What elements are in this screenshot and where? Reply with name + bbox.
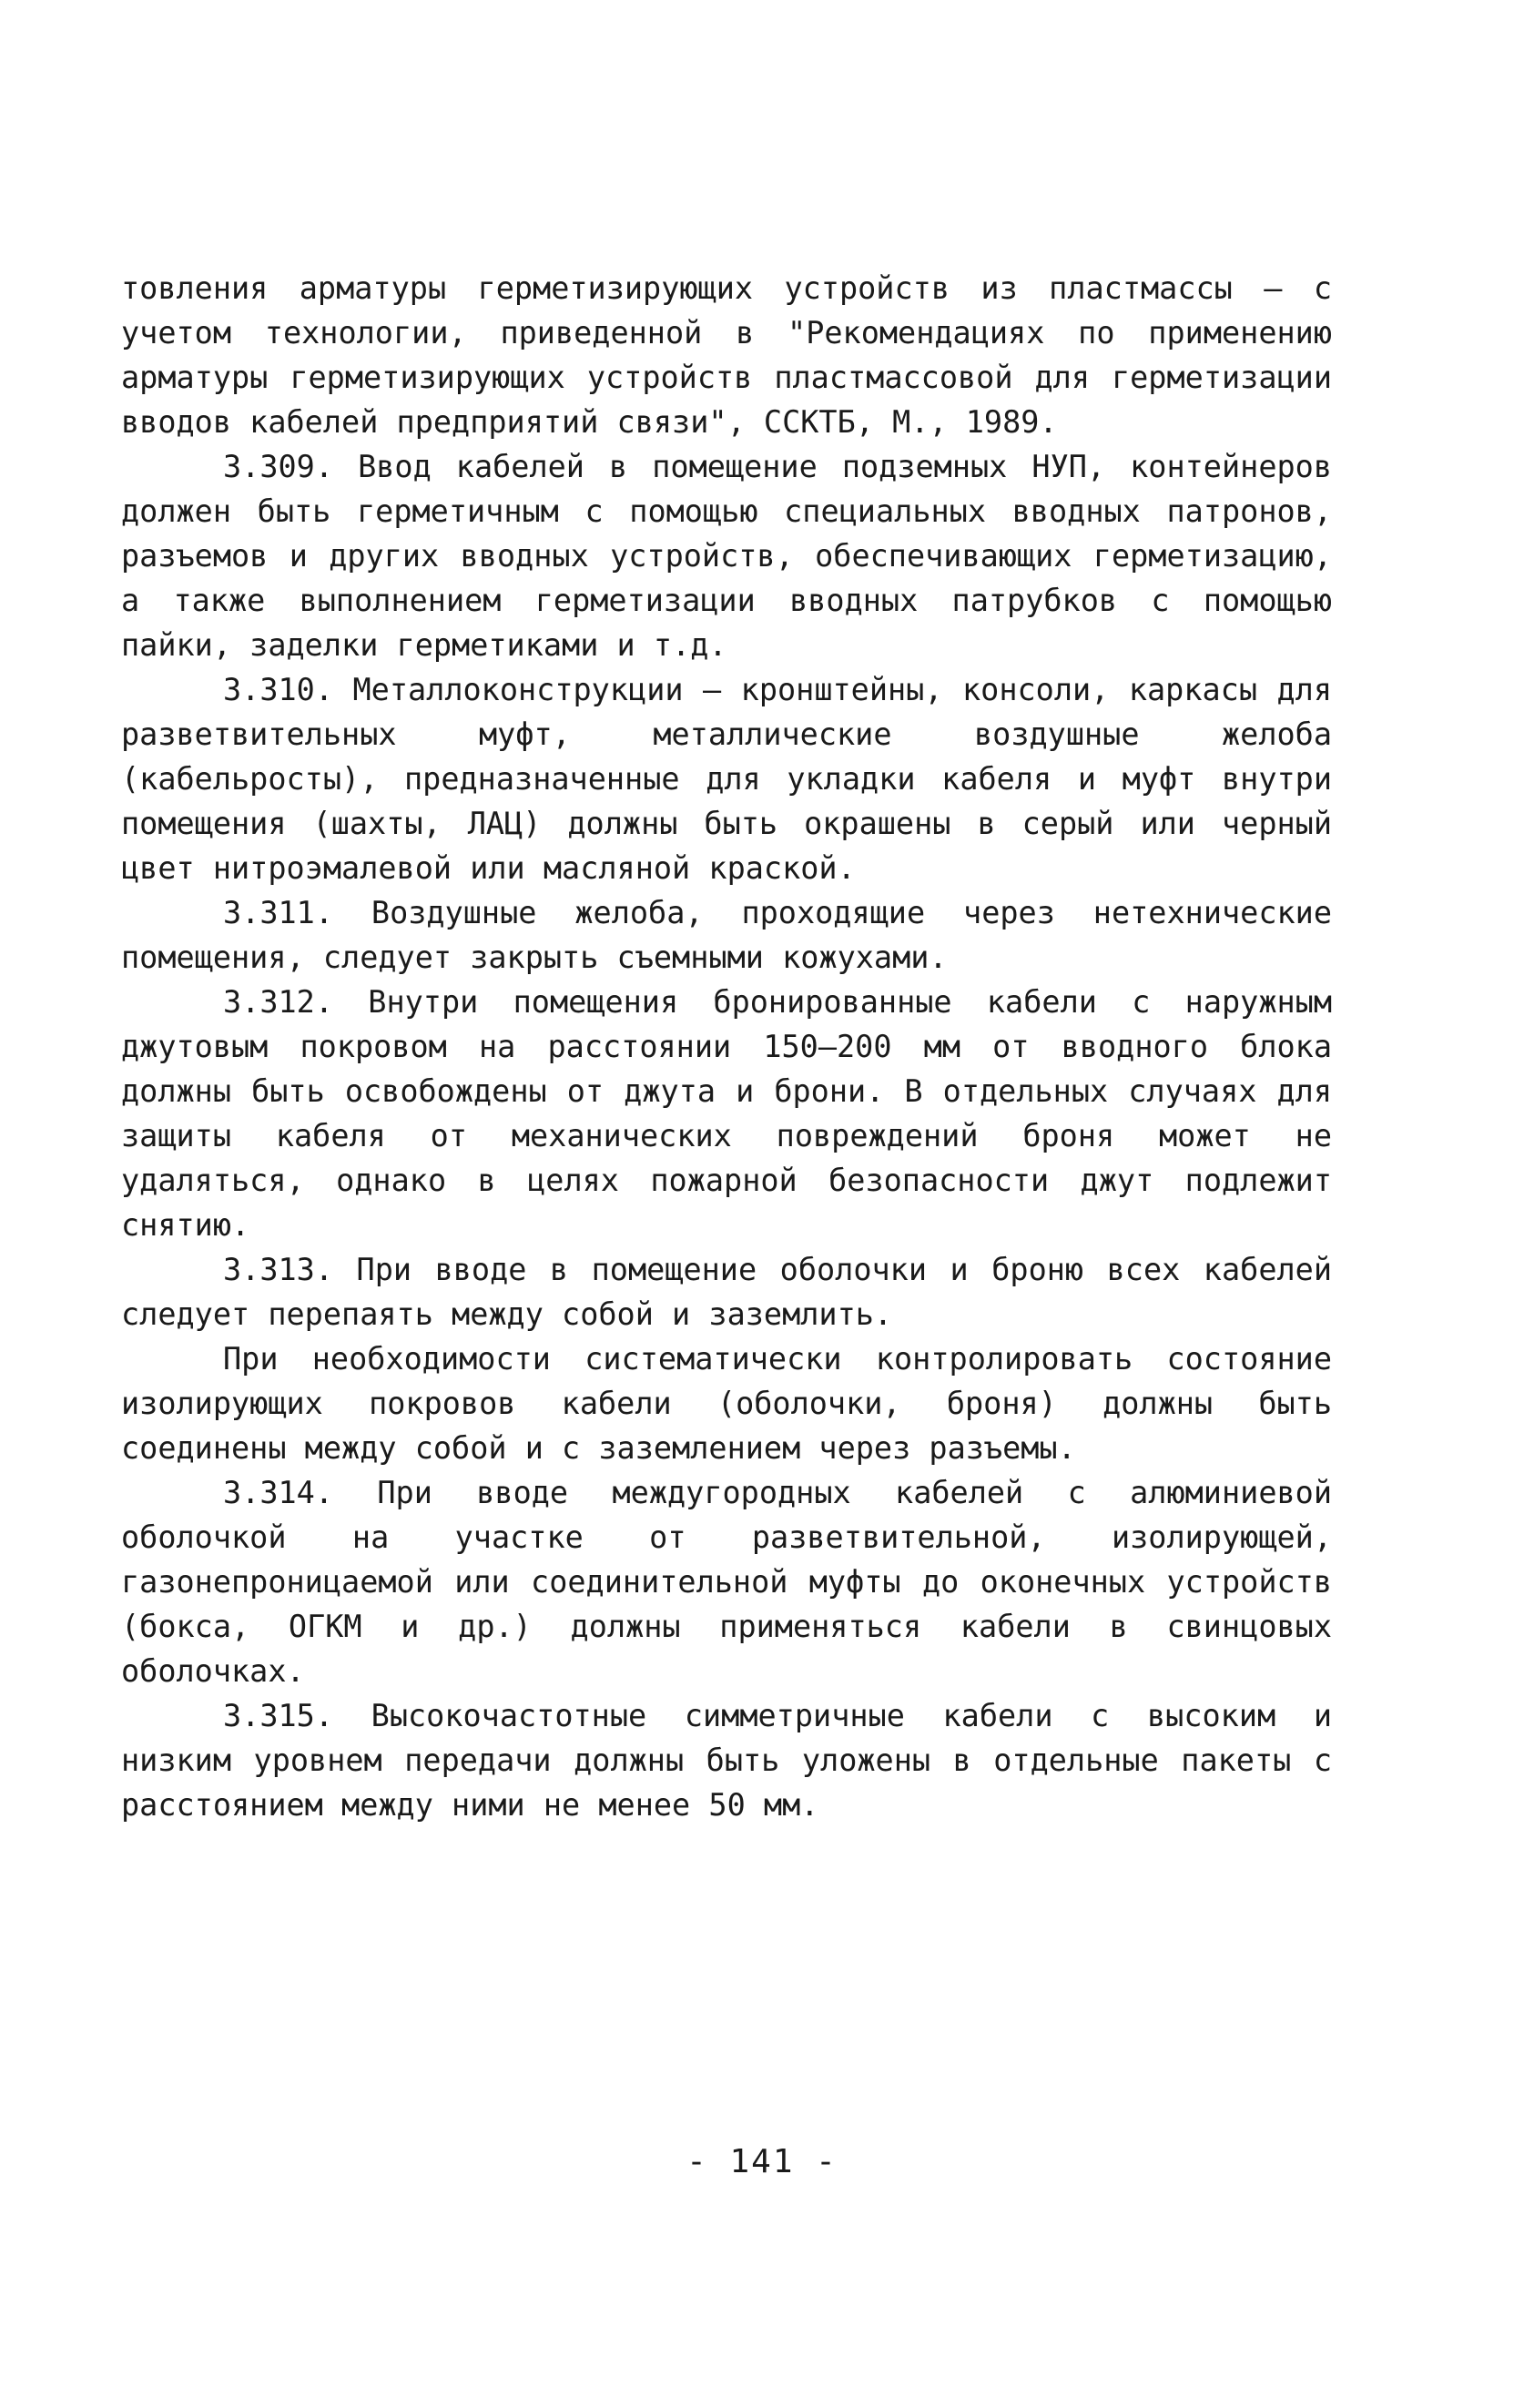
page-number: - 141 - [686,2143,838,2180]
paragraph-3-309: 3.309. Ввод кабелей в помещение подземных НУП, контейнеров должен быть герметичным с помощью специальных вводных патронов, разъемов и других вводных устройств, обеспечивающих герметизацию, а также выполнением герметизации вводных патрубков с помощью пайки, заделки герметиками и т.д. [121,449,1332,663]
body-text [121,266,1332,1827]
paragraph-3-313-continued: При необходимости систематически контролировать состояние изолирующих покровов кабели (оболочки, броня) должны быть соединены между собой и с заземлением через разъемы. [121,1341,1332,1466]
paragraph-3-311: 3.311. Воздушные желоба, проходящие через нетехнические помещения, следует закрыть съемными кожухами. [121,895,1332,975]
paragraph-3-315: 3.315. Высокочастотные симметричные кабели с высоким и низким уровнем передачи должны быть уложены в отдельные пакеты с расстоянием между ними не менее 50 мм. [121,1698,1332,1823]
paragraph-3-310: 3.310. Металлоконструкции – кронштейны, консоли, каркасы для разветвительных муфт, металлические воздушные желоба (кабельросты), предназначенные для укладки кабеля и муфт внутри помещения (шахты, ЛАЦ) должны быть окрашены в серый или черный цвет нитроэмалевой или масляной краской. [121,672,1332,886]
paragraph-3-313: 3.313. При вводе в помещение оболочки и броню всех кабелей следует перепаять между собой и заземлить. [121,1252,1332,1332]
paragraph-3-314: 3.314. При вводе междугородных кабелей с алюминиевой оболочкой на участке от разветвительной, изолирующей, газонепроницаемой или соединительной муфты до оконечных устройств (бокса, ОГКМ и др.) должны применяться кабели в свинцовых оболочках. [121,1475,1332,1689]
paragraph-continuation: товления арматуры герметизирующих устройств из пластмассы – с учетом технологии, приведенной в "Рекомендациях по применению арматуры герметизирующих устройств пластмассовой для герметизации вводов кабелей предприятий связи", ССКТБ, М., 1989. [121,270,1332,440]
paragraph-3-312: 3.312. Внутри помещения бронированные кабели с наружным джутовым покровом на расстоянии 150–200 мм от вводного блока должны быть освобождены от джута и брони. В отдельных случаях для защиты кабеля от механических повреждений броня может не удаляться, однако в целях пожарной безопасности джут подлежит снятию. [121,984,1332,1243]
